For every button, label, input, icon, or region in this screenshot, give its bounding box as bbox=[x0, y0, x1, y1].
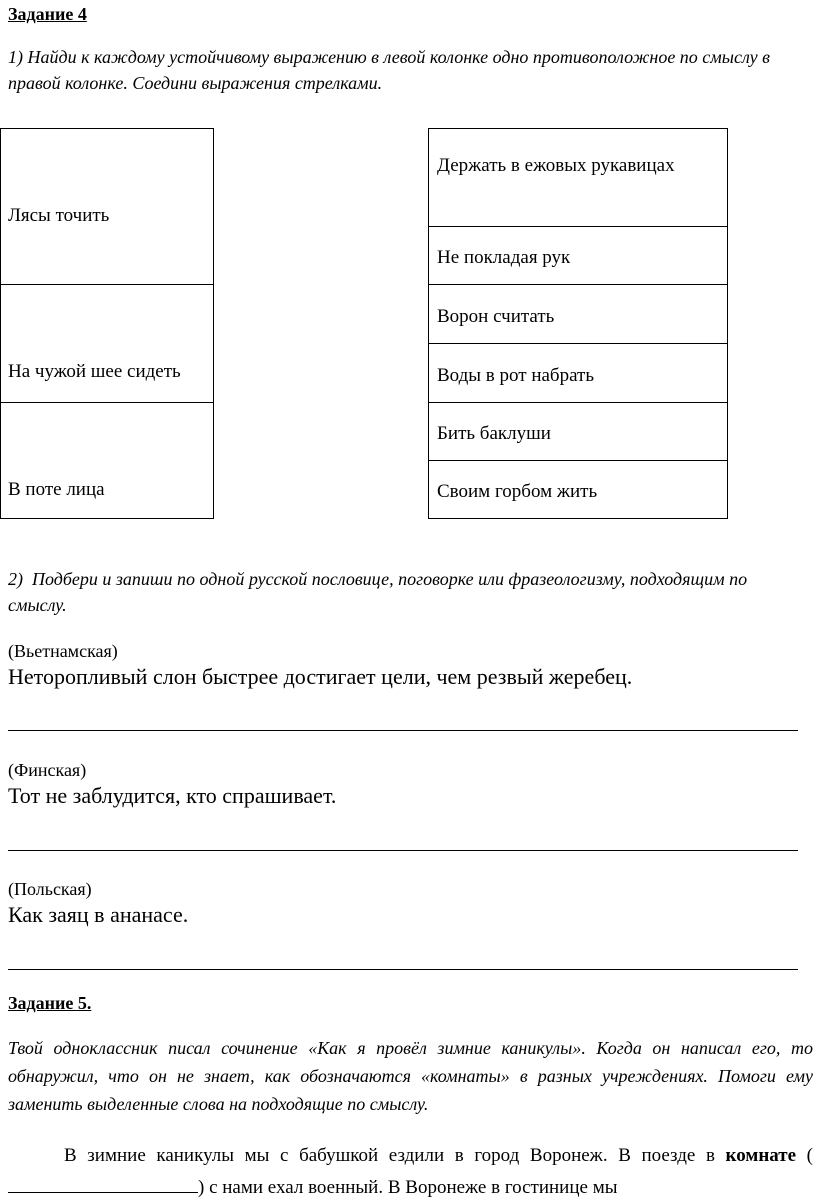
para-end: ) с нами ехал военный. В Воронеже в гостинице мы bbox=[198, 1177, 618, 1198]
right-item-4: Воды в рот набрать bbox=[437, 365, 595, 386]
right-cell-3[interactable] bbox=[428, 284, 728, 344]
task4-part1-instruction: 1) Найди к каждому устойчивому выражению в левой колонке одно противоположное по смыслу в правой колонке. Соедини выражения стрелками. bbox=[8, 47, 770, 93]
right-cell-2[interactable] bbox=[428, 226, 728, 285]
right-cell-6[interactable] bbox=[428, 460, 728, 519]
right-item-2: Не покладая рук bbox=[437, 247, 571, 268]
proverb-text-3: Как заяц в ананасе. bbox=[8, 902, 189, 927]
left-item-1: Лясы точить bbox=[8, 205, 110, 226]
highlighted-word: комнате bbox=[725, 1145, 797, 1166]
right-cell-5[interactable] bbox=[428, 402, 728, 461]
task4-title: Задание 4 bbox=[8, 4, 87, 24]
left-item-2: На чужой шее сидеть bbox=[8, 361, 181, 382]
proverb-origin-1: (Вьетнамская) bbox=[8, 641, 118, 661]
right-item-6: Своим горбом жить bbox=[437, 481, 598, 502]
task5-instruction: Твой одноклассник писал сочинение «Как я провёл зимние каникулы». Когда он написал его, то обнаружил, что он не знает, как обозначаются «комнаты» в разных учреждениях. Помоги ему заменить выделенные слова на подходящие по смыслу. bbox=[8, 1038, 813, 1114]
proverb-text-1: Неторопливый слон быстрее достигает цели, чем резвый жеребец. bbox=[8, 664, 633, 689]
left-cell-1[interactable] bbox=[0, 128, 214, 285]
part2-number: 2) bbox=[8, 569, 23, 589]
left-cell-3[interactable] bbox=[0, 402, 214, 519]
right-item-1: Держать в ежовых рукавицах bbox=[437, 155, 675, 176]
answer-line-1[interactable] bbox=[8, 730, 798, 731]
answer-line-2[interactable] bbox=[8, 850, 798, 851]
left-item-3: В поте лица bbox=[8, 479, 105, 500]
part2-text: Подбери и запиши по одной русской пословице, поговорке или фразеологизму, подходящим по смыслу. bbox=[8, 569, 748, 615]
task5-paragraph: В зимние каникулы мы с бабушкой ездили в город Воронеж. В поезде в комнате () с нами ехал военный. В Воронеже в гостинице мы bbox=[8, 1140, 813, 1204]
right-cell-4[interactable] bbox=[428, 343, 728, 403]
task5-title: Задание 5. bbox=[8, 993, 92, 1013]
left-cell-2[interactable] bbox=[0, 284, 214, 403]
proverb-origin-3: (Польская) bbox=[8, 879, 92, 899]
right-item-3: Ворон считать bbox=[437, 306, 555, 327]
replacement-blank[interactable] bbox=[8, 1174, 198, 1193]
proverb-origin-2: (Финская) bbox=[8, 760, 87, 780]
task4-part2-instruction bbox=[8, 566, 808, 618]
proverb-text-2: Тот не заблудится, кто спрашивает. bbox=[8, 783, 337, 808]
para-start: В зимние каникулы мы с бабушкой ездили в город Воронеж. В поезде в bbox=[64, 1145, 726, 1166]
right-item-5: Бить баклуши bbox=[437, 423, 551, 444]
right-cell-1[interactable] bbox=[428, 128, 728, 227]
answer-line-3[interactable] bbox=[8, 969, 798, 970]
